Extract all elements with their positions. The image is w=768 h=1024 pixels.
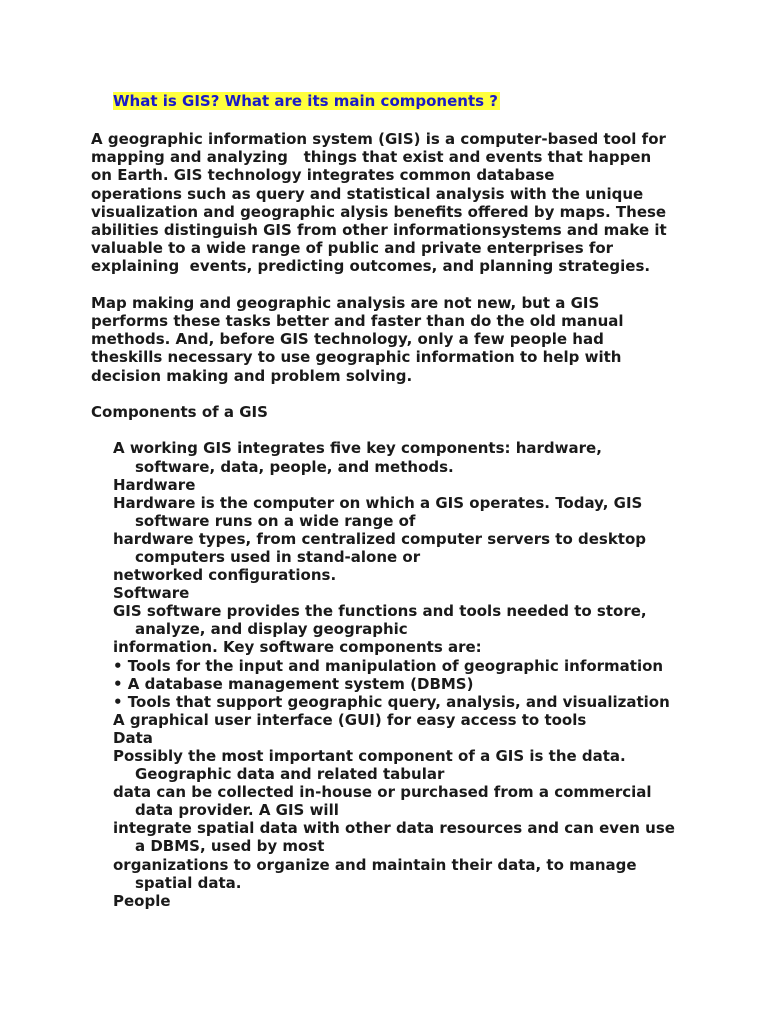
component-line: Geographic data and related tabular [135, 765, 445, 784]
component-line: integrate spatial data with other data resources and can even use [113, 819, 675, 838]
component-line: data can be collected in-house or purchased from a commercial [113, 783, 652, 802]
component-line: hardware types, from centralized computer servers to desktop [113, 529, 647, 548]
paragraph-line: mapping and analyzing things that exist and events that happen [91, 148, 652, 167]
component-line: Hardware [113, 475, 196, 494]
paragraph-line: performs these tasks better and faster than do the old manual [91, 312, 624, 331]
document-body [91, 91, 711, 910]
paragraph-line: on Earth. GIS technology integrates common database [91, 166, 555, 185]
component-line: networked configurations. [113, 566, 337, 585]
section-heading: Components of a GIS [91, 403, 268, 422]
paragraph-line: theskills necessary to use geographic information to help with [91, 348, 622, 367]
paragraph-line: operations such as query and statistical analysis with the unique [91, 184, 644, 203]
component-line: data provider. A GIS will [135, 801, 339, 820]
document-title: What is GIS? What are its main components ? [113, 92, 498, 110]
paragraph-line: Map making and geographic analysis are not new, but a GIS [91, 293, 600, 312]
component-line: • Tools that support geographic query, analysis, and visualization [113, 692, 670, 711]
component-line: computers used in stand-alone or [135, 547, 421, 566]
component-line: • Tools for the input and manipulation of geographic information [113, 656, 664, 675]
component-line: Software [113, 584, 190, 603]
paragraph-line: visualization and geographic alysis benefits offered by maps. These [91, 202, 667, 221]
component-line: A working GIS integrates five key components: hardware, [113, 439, 602, 458]
component-line: People [113, 891, 171, 910]
component-line: spatial data. [135, 873, 242, 892]
component-line: analyze, and display geographic [135, 620, 408, 639]
component-line: software, data, people, and methods. [135, 457, 454, 476]
title-line [113, 91, 711, 111]
paragraph-line: methods. And, before GIS technology, only a few people had [91, 330, 604, 349]
paragraph-line: decision making and problem solving. [91, 366, 413, 385]
component-line: A graphical user interface (GUI) for easy access to tools [113, 710, 587, 729]
components-list [113, 439, 711, 909]
component-line: Possibly the most important component of a GIS is the data. [113, 747, 626, 765]
component-line: software runs on a wide range of [135, 511, 416, 530]
component-line: organizations to organize and maintain their data, to manage [113, 855, 637, 874]
paragraph-line: A geographic information system (GIS) is a computer-based tool for [91, 130, 666, 148]
history-paragraph [91, 294, 711, 385]
component-line: Hardware is the computer on which a GIS operates. Today, GIS [113, 493, 643, 512]
component-line: • A database management system (DBMS) [113, 674, 474, 693]
component-line: information. Key software components are: [113, 638, 482, 657]
component-line: Data [113, 728, 153, 747]
paragraph-line: abilities distinguish GIS from other informationsystems and make it [91, 221, 667, 240]
intro-paragraph [91, 130, 711, 276]
component-line: GIS software provides the functions and tools needed to store, [113, 602, 647, 621]
component-line: a DBMS, used by most [135, 837, 325, 856]
paragraph-line: explaining events, predicting outcomes, and planning strategies. [91, 257, 651, 276]
paragraph-line: valuable to a wide range of public and private enterprises for [91, 239, 614, 258]
